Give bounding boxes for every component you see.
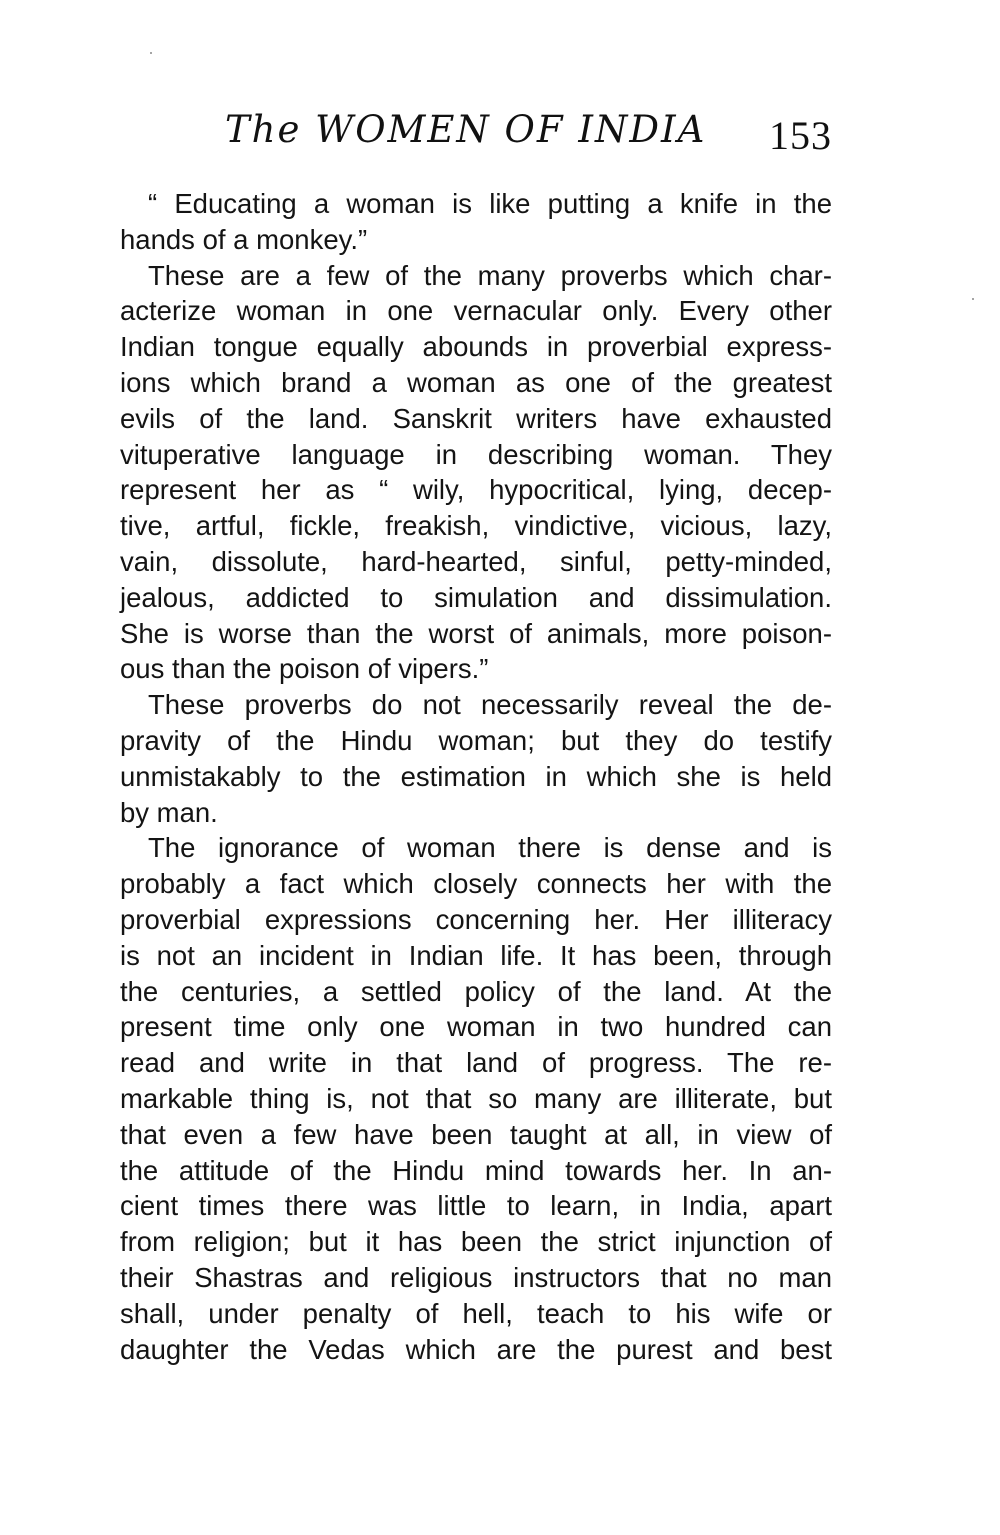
text-line: These proverbs do not necessarily reveal the de- bbox=[148, 689, 832, 721]
running-head bbox=[120, 108, 832, 164]
text-line: vituperative language in describing woman. They bbox=[120, 438, 832, 470]
text-line: evils of the land. Sanskrit writers have exhausted bbox=[120, 402, 832, 434]
text-line: acterize woman in one vernacular only. Every other bbox=[120, 295, 832, 327]
text-line: “ Educating a woman is like putting a knife in the bbox=[148, 188, 832, 219]
text-line: These are a few of the many proverbs which char- bbox=[148, 259, 832, 291]
text-line: markable thing is, not that so many are illiterate, but bbox=[120, 1082, 832, 1114]
text-line: shall, under penalty of hell, teach to his wife or bbox=[120, 1297, 832, 1329]
text-line: ions which brand a woman as one of the greatest bbox=[120, 366, 832, 398]
text-line: by man. bbox=[120, 796, 218, 828]
text-line: daughter the Vedas which are the purest and best bbox=[120, 1333, 832, 1365]
text-line: represent her as “ wily, hypocritical, lying, decep- bbox=[120, 474, 832, 506]
text-line: hands of a monkey.” bbox=[120, 223, 368, 255]
scan-speck bbox=[972, 298, 974, 300]
text-line: ous than the poison of vipers.” bbox=[120, 653, 489, 685]
text-line: Indian tongue equally abounds in proverbial express- bbox=[120, 331, 832, 363]
text-line: the attitude of the Hindu mind towards her. In an- bbox=[120, 1154, 832, 1186]
text-line: tive, artful, fickle, freakish, vindictive, vicious, lazy, bbox=[120, 510, 832, 542]
text-line: their Shastras and religious instructors that no man bbox=[120, 1261, 832, 1293]
text-line: jealous, addicted to simulation and dissimulation. bbox=[120, 581, 832, 613]
text-line: She is worse than the worst of animals, more poison- bbox=[120, 617, 832, 649]
text-line: cient times there was little to learn, in India, apart bbox=[120, 1190, 832, 1222]
body-text bbox=[120, 186, 832, 1367]
text-line: pravity of the Hindu woman; but they do testify bbox=[120, 724, 832, 756]
text-line: unmistakably to the estimation in which she is held bbox=[120, 760, 832, 792]
text-line: vain, dissolute, hard-hearted, sinful, petty-minded, bbox=[120, 545, 832, 577]
text-line: from religion; but it has been the strict injunction of bbox=[120, 1226, 832, 1258]
running-title: The WOMEN OF INDIA bbox=[225, 108, 707, 151]
text-line: present time only one woman in two hundred can bbox=[120, 1011, 832, 1043]
page-number: 153 bbox=[769, 113, 832, 158]
text-line: probably a fact which closely connects her with the bbox=[120, 868, 832, 900]
text-line: proverbial expressions concerning her. Her illiteracy bbox=[120, 903, 832, 935]
text-line: The ignorance of woman there is dense and is bbox=[148, 832, 832, 864]
text-line: the centuries, a settled policy of the land. At the bbox=[120, 975, 832, 1007]
text-line: is not an incident in Indian life. It has been, through bbox=[120, 939, 832, 971]
text-line: read and write in that land of progress. The re- bbox=[120, 1047, 832, 1079]
scan-speck bbox=[150, 52, 152, 54]
text-line: that even a few have been taught at all, in view of bbox=[120, 1118, 832, 1150]
